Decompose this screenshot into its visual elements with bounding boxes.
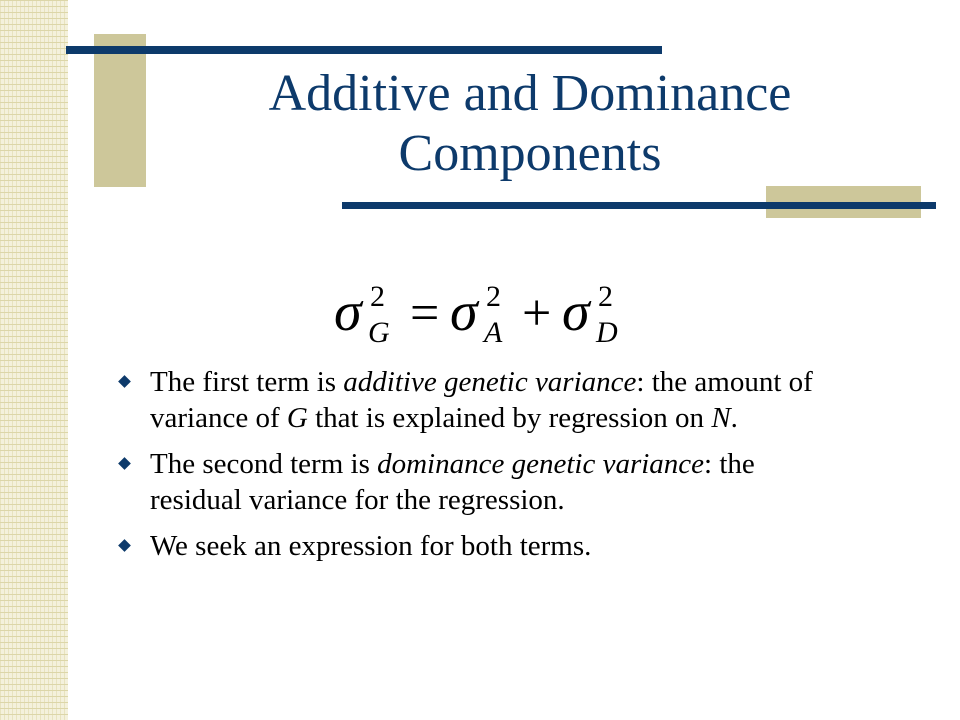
variable-n: N bbox=[711, 402, 731, 434]
text-segment: : the amount of variance of bbox=[150, 366, 813, 434]
title-rule-bottom bbox=[342, 202, 936, 209]
formula-sigma-d: σ bbox=[562, 281, 590, 343]
variable-g: G bbox=[286, 402, 308, 434]
diamond-bullet-icon bbox=[118, 539, 131, 552]
title-line-1: Additive and Dominance bbox=[268, 65, 792, 122]
formula-exponent-lhs: 2 bbox=[370, 280, 385, 313]
text-segment: The first term is bbox=[150, 366, 344, 398]
bullet-text bbox=[150, 366, 813, 434]
term-dominance-genetic-variance: dominance genetic variance bbox=[377, 448, 705, 480]
bullet-text bbox=[150, 448, 755, 516]
formula-subscript-a: A bbox=[484, 316, 503, 348]
formula-exponent-d: 2 bbox=[598, 280, 613, 313]
decorative-left-strip bbox=[0, 0, 68, 720]
bullet-list bbox=[116, 364, 846, 574]
formula-equals: = bbox=[410, 285, 440, 342]
term-additive-genetic-variance: additive genetic variance bbox=[343, 366, 637, 398]
formula-plus: + bbox=[522, 285, 552, 342]
text-segment: We seek an expression for both terms. bbox=[150, 530, 592, 562]
variance-formula bbox=[300, 268, 660, 348]
decorative-block-left bbox=[94, 34, 146, 187]
bullet-item bbox=[116, 528, 846, 564]
formula-subscript-g: G bbox=[368, 316, 390, 348]
formula-sigma-lhs: σ bbox=[334, 281, 362, 343]
text-segment: that is explained by regression on bbox=[307, 402, 712, 434]
slide-title bbox=[200, 64, 860, 184]
bullet-item bbox=[116, 446, 846, 518]
text-segment: : the residual variance for the regression. bbox=[150, 448, 755, 516]
diamond-bullet-icon bbox=[118, 375, 131, 388]
bullet-text bbox=[150, 530, 591, 562]
text-segment: . bbox=[730, 402, 738, 434]
formula-sigma-a: σ bbox=[450, 281, 478, 343]
formula-exponent-a: 2 bbox=[486, 280, 501, 313]
text-segment: The second term is bbox=[150, 448, 378, 480]
title-line-2: Components bbox=[398, 125, 662, 182]
title-rule-top bbox=[66, 46, 662, 54]
formula-subscript-d: D bbox=[596, 316, 618, 348]
bullet-item bbox=[116, 364, 846, 436]
diamond-bullet-icon bbox=[118, 457, 131, 470]
